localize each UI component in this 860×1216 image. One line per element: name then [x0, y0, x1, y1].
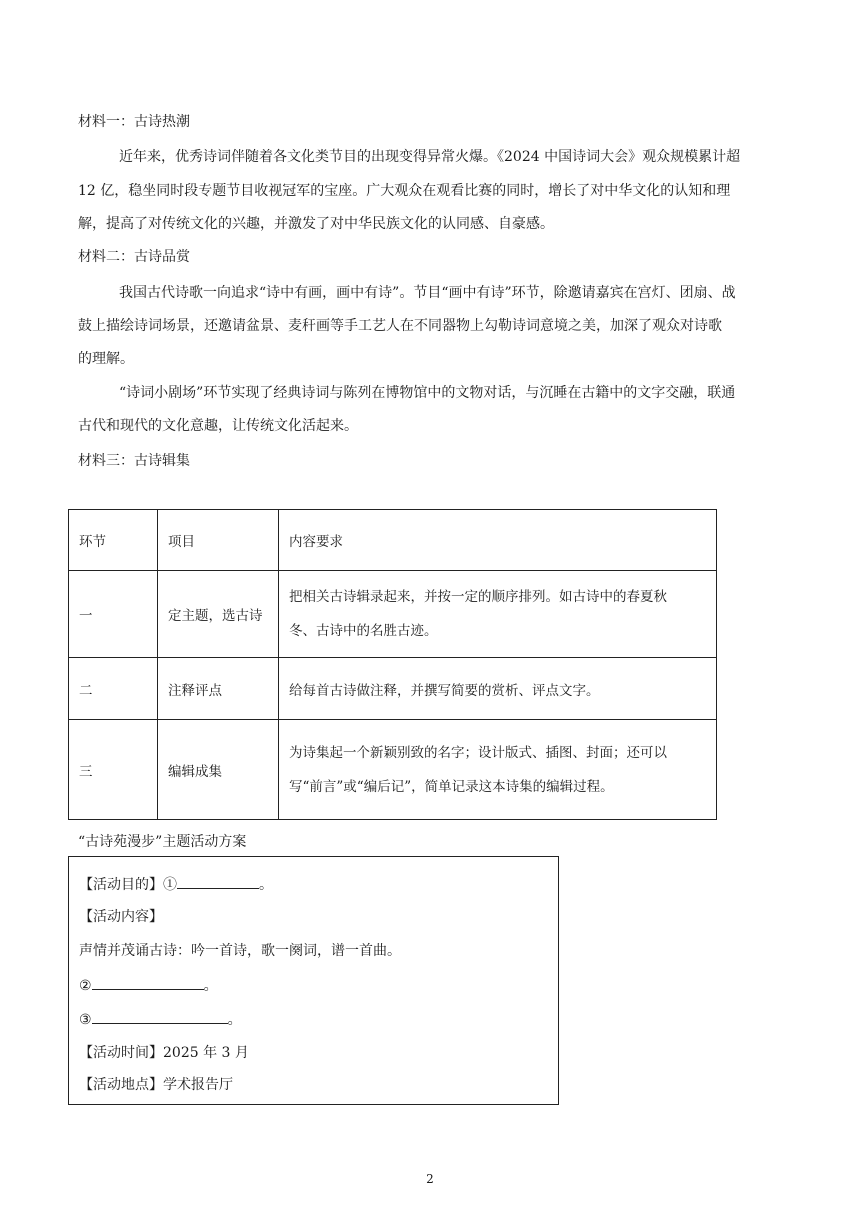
row-step: 二	[69, 658, 158, 720]
activity-place: 【活动地点】学术报告厅	[79, 1077, 233, 1093]
item2-blank[interactable]	[92, 974, 204, 990]
material1-line-2: 12 亿，稳坐同时段专题节目收视冠军的宝座。广大观众在观看比赛的同时，增长了对中华文化的认知和理	[78, 183, 731, 199]
editing-steps-table	[68, 509, 717, 820]
material1-line-1: 近年来，优秀诗词伴随着各文化类节目的出现变得异常火爆。《2024 中国诗词大会》观众规模累计超	[119, 149, 741, 165]
purpose-blank[interactable]	[177, 873, 259, 889]
page-number: 2	[426, 1172, 434, 1186]
purpose-period: 。	[259, 877, 273, 893]
material2-para1-line-2: 鼓上描绘诗词场景，还邀请盆景、麦秆画等手工艺人在不同器物上勾勒诗词意境之美，加深了观众对诗歌	[78, 318, 722, 334]
content-label: 【活动内容】	[79, 909, 163, 925]
row-step: 三	[69, 720, 158, 820]
purpose-label: 【活动目的】①	[79, 877, 177, 893]
activity-time: 【活动时间】2025 年 3 月	[79, 1045, 249, 1061]
row-content: 给每首古诗做注释，并撰写简要的赏析、评点文字。	[279, 658, 717, 720]
material1-heading: 材料一：古诗热潮	[78, 114, 190, 130]
item2-marker: ②	[79, 978, 92, 994]
row-item: 定主题，选古诗	[158, 571, 279, 658]
header-step: 环节	[69, 510, 158, 571]
plan-title: “古诗苑漫步”主题活动方案	[78, 834, 247, 850]
item3-period: 。	[227, 1012, 242, 1028]
row-item: 编辑成集	[158, 720, 279, 820]
item3-line	[79, 1008, 242, 1029]
table-row	[69, 658, 717, 720]
table-header-row	[69, 510, 717, 571]
material2-para2-line-2: 古代和现代的文化意趣，让传统文化活起来。	[78, 418, 358, 434]
header-item: 项目	[158, 510, 279, 571]
item3-blank[interactable]	[92, 1008, 228, 1024]
row-content	[279, 571, 717, 658]
material2-heading: 材料二：古诗品赏	[78, 249, 190, 265]
item3-marker: ③	[79, 1012, 92, 1028]
row-step: 一	[69, 571, 158, 658]
item2-line	[79, 974, 218, 995]
material2-para1-line-1: 我国古代诗歌一向追求“诗中有画，画中有诗”。节目“画中有诗”环节，除邀请嘉宾在宫灯、团扇、战	[119, 285, 736, 301]
table-row	[69, 720, 717, 820]
row-item: 注释评点	[158, 658, 279, 720]
material1-line-3: 解，提高了对传统文化的兴趣，并激发了对中华民族文化的认同感、自豪感。	[78, 216, 554, 232]
activity-plan-box	[68, 856, 559, 1105]
material3-heading: 材料三：古诗辑集	[78, 453, 190, 469]
purpose-line	[79, 873, 273, 894]
header-content: 内容要求	[279, 510, 717, 571]
item2-period: 。	[203, 978, 218, 994]
content-line: 为诗集起一个新颖别致的名字；设计版式、插图、封面；还可以	[289, 744, 667, 761]
content-line: 冬、古诗中的名胜古迹。	[289, 623, 438, 639]
content-line: 写“前言”或“编后记”，简单记录这本诗集的编辑过程。	[289, 778, 614, 795]
material2-para1-line-3: 的理解。	[78, 351, 134, 367]
table-row	[69, 571, 717, 658]
row-content	[279, 720, 717, 820]
content-text: 声情并茂诵古诗：吟一首诗，歌一阕词，谱一首曲。	[79, 943, 401, 959]
content-line: 把相关古诗辑录起来，并按一定的顺序排列。如古诗中的春夏秋	[289, 589, 667, 605]
material2-para2-line-1: “诗词小剧场”环节实现了经典诗词与陈列在博物馆中的文物对话，与沉睡在古籍中的文字交融，联通	[119, 385, 736, 401]
